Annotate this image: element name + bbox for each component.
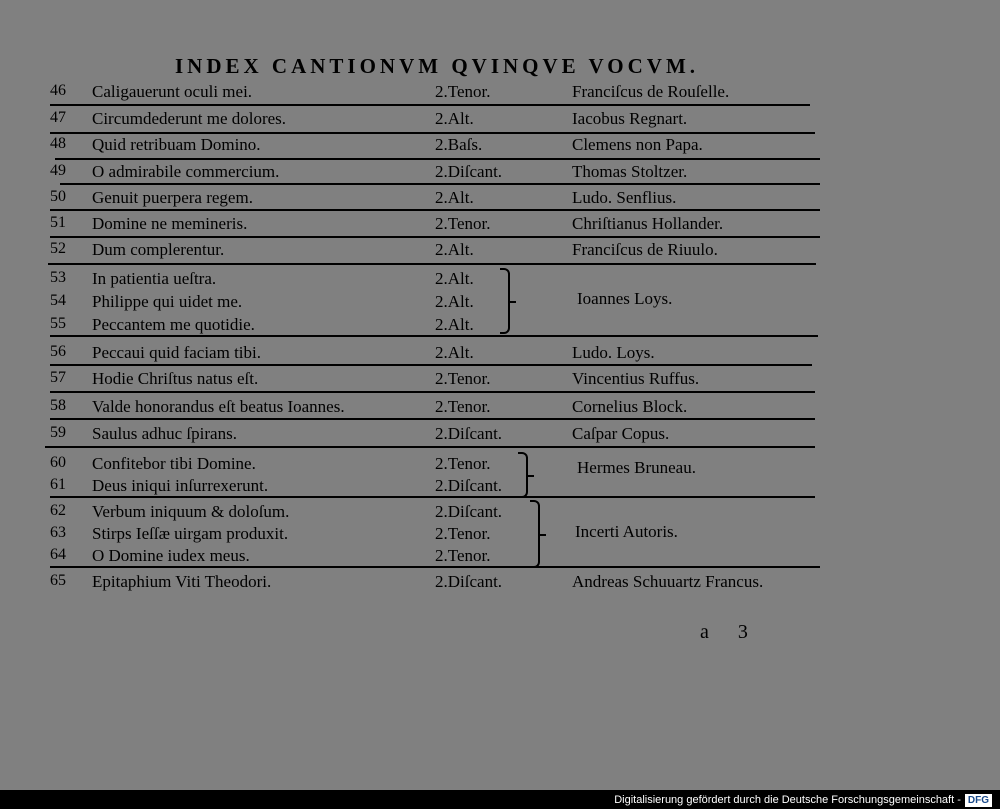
row-divider — [48, 263, 816, 265]
index-row — [50, 395, 810, 420]
entry-voice: 2.Diſcant. — [435, 162, 503, 181]
index-row — [50, 290, 810, 315]
entry-title: Valde honorandus eſt beatus Ioannes. — [92, 397, 345, 416]
row-divider — [50, 364, 812, 366]
entry-composer: Thomas Stoltzer. — [572, 162, 688, 181]
entry-number: 61 — [50, 476, 66, 493]
row-divider — [45, 446, 815, 448]
entry-number: 53 — [50, 269, 66, 286]
index-row — [50, 186, 810, 211]
footer-text: Digitalisierung gefördert durch die Deutsche Forschungsgemeinschaft - — [614, 794, 961, 806]
entry-voice: 2.Diſcant. — [435, 572, 503, 591]
entry-title: Verbum iniquum & doloſum. — [92, 502, 290, 521]
entry-voice: 2.Alt. — [435, 315, 474, 334]
entry-voice: 2.Tenor. — [435, 524, 491, 543]
row-divider — [50, 496, 815, 498]
entry-number: 64 — [50, 546, 66, 563]
entry-voice: 2.Alt. — [435, 292, 474, 311]
group-brace — [500, 268, 510, 334]
group-composer: Incerti Autoris. — [575, 522, 678, 541]
entry-title: Peccantem me quotidie. — [92, 315, 255, 334]
entry-voice: 2.Diſcant. — [435, 424, 503, 443]
digitization-footer — [614, 792, 992, 808]
row-divider — [60, 183, 820, 185]
entry-composer: Ludo. Senflius. — [572, 188, 677, 207]
entry-number: 56 — [50, 343, 66, 360]
row-divider — [50, 104, 810, 106]
entry-title: Saulus adhuc ſpirans. — [92, 424, 237, 443]
entry-title: Deus iniqui inſurrexerunt. — [92, 476, 269, 495]
entry-number: 51 — [50, 214, 66, 231]
entry-voice: 2.Alt. — [435, 269, 474, 288]
entry-composer: Chriſtianus Hollander. — [572, 214, 724, 233]
dfg-logo: DFG — [965, 794, 992, 807]
entry-voice: 2.Baſs. — [435, 135, 483, 154]
row-divider — [50, 209, 820, 211]
index-row — [50, 267, 810, 292]
entry-title: Stirps Ieſſæ uirgam produxit. — [92, 524, 289, 543]
entry-voice: 2.Tenor. — [435, 397, 491, 416]
entry-title: Caligauerunt oculi mei. — [92, 82, 253, 101]
entry-composer: Clemens non Papa. — [572, 135, 703, 154]
entry-composer: Caſpar Copus. — [572, 424, 670, 443]
entry-number: 65 — [50, 572, 66, 589]
entry-title: Confitebor tibi Domine. — [92, 454, 256, 473]
index-title: INDEX CANTIONVM QVINQVE VOCVM. — [175, 54, 700, 78]
entry-voice: 2.Alt. — [435, 188, 474, 207]
entry-number: 60 — [50, 454, 66, 471]
row-divider — [50, 418, 815, 420]
entry-number: 49 — [50, 162, 66, 179]
entry-composer: Franciſcus de Riuulo. — [572, 240, 718, 259]
entry-composer: Franciſcus de Rouſelle. — [572, 82, 730, 101]
index-row — [50, 133, 810, 158]
index-row — [50, 160, 810, 185]
entry-title: Dum complerentur. — [92, 240, 225, 259]
row-divider — [50, 566, 820, 568]
row-divider — [50, 391, 815, 393]
entry-title: In patientia ueſtra. — [92, 269, 217, 288]
entry-title: O Domine iudex meus. — [92, 546, 250, 565]
entry-voice: 2.Diſcant. — [435, 502, 503, 521]
entry-voice: 2.Alt. — [435, 343, 474, 362]
index-row — [50, 80, 810, 105]
entry-voice: 2.Tenor. — [435, 82, 491, 101]
entry-composer: Andreas Schuuartz Francus. — [572, 572, 764, 591]
entry-composer: Iacobus Regnart. — [572, 109, 688, 128]
entry-composer: Vincentius Ruffus. — [572, 369, 700, 388]
entry-number: 58 — [50, 397, 66, 414]
entry-voice: 2.Tenor. — [435, 369, 491, 388]
entry-title: Philippe qui uidet me. — [92, 292, 243, 311]
group-composer: Ioannes Loys. — [577, 289, 673, 308]
page-number: a 3 — [700, 621, 760, 643]
entry-composer: Cornelius Block. — [572, 397, 688, 416]
index-row — [50, 238, 810, 263]
entry-voice: 2.Tenor. — [435, 454, 491, 473]
group-brace — [518, 452, 528, 498]
entry-composer: Ludo. Loys. — [572, 343, 655, 362]
group-brace — [530, 500, 540, 568]
group-composer: Hermes Bruneau. — [577, 458, 696, 477]
entry-title: Quid retribuam Domino. — [92, 135, 261, 154]
index-row — [50, 212, 810, 237]
entry-title: Peccaui quid faciam tibi. — [92, 343, 261, 362]
entry-voice: 2.Tenor. — [435, 546, 491, 565]
entry-voice: 2.Diſcant. — [435, 476, 503, 495]
entry-voice: 2.Alt. — [435, 240, 474, 259]
entry-number: 54 — [50, 292, 66, 309]
index-row — [50, 422, 810, 447]
entry-title: Hodie Chriſtus natus eſt. — [92, 369, 259, 388]
entry-number: 48 — [50, 135, 66, 152]
index-row — [50, 341, 810, 366]
row-divider — [50, 335, 818, 337]
entry-number: 59 — [50, 424, 66, 441]
entry-title: O admirabile commercium. — [92, 162, 280, 181]
entry-voice: 2.Tenor. — [435, 214, 491, 233]
entry-title: Domine ne memineris. — [92, 214, 248, 233]
entry-voice: 2.Alt. — [435, 109, 474, 128]
index-row — [50, 367, 810, 392]
entry-number: 62 — [50, 502, 66, 519]
entry-title: Genuit puerpera regem. — [92, 188, 253, 207]
entry-number: 63 — [50, 524, 66, 541]
entry-number: 55 — [50, 315, 66, 332]
entry-title: Epitaphium Viti Theodori. — [92, 572, 272, 591]
index-row — [50, 107, 810, 132]
entry-number: 47 — [50, 109, 66, 126]
entry-number: 50 — [50, 188, 66, 205]
index-row — [50, 570, 810, 595]
entry-title: Circumdederunt me dolores. — [92, 109, 287, 128]
entry-number: 52 — [50, 240, 66, 257]
entry-number: 57 — [50, 369, 66, 386]
entry-number: 46 — [50, 82, 66, 99]
